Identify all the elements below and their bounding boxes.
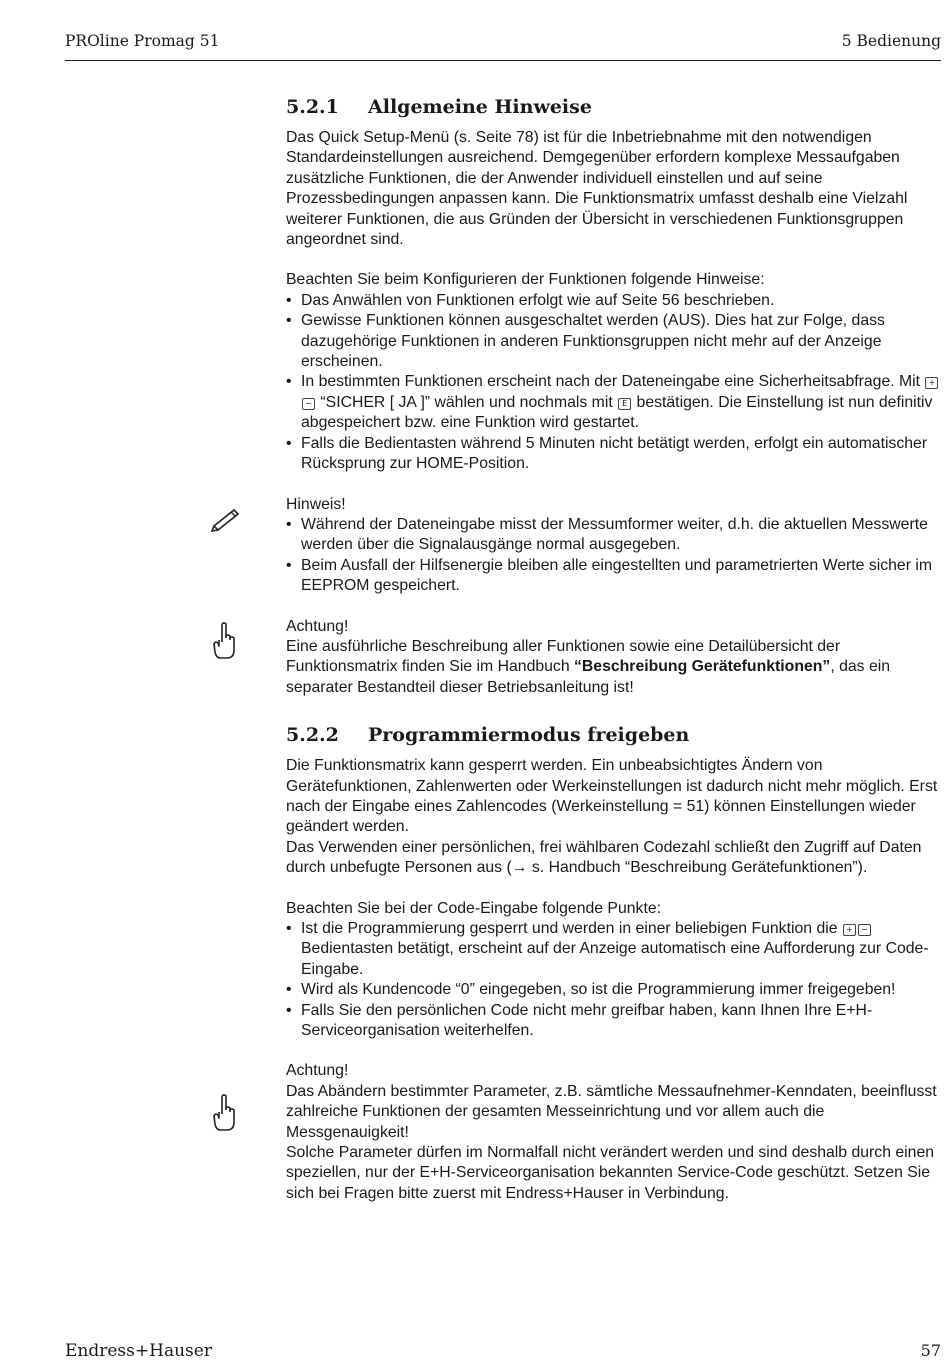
bullet-list bbox=[286, 919, 946, 1041]
header-chapter: 5 Bedienung bbox=[841, 32, 941, 50]
pointing-hand-icon bbox=[211, 622, 237, 662]
section-heading bbox=[286, 96, 946, 118]
paragraph-text: s. Handbuch “Beschreibung Gerätefunktionen”). bbox=[531, 859, 868, 877]
pencil-icon bbox=[211, 506, 241, 532]
manual-title: “Beschreibung Gerätefunktionen” bbox=[574, 658, 831, 676]
minus-key-icon: − bbox=[302, 398, 315, 410]
caution-label: Achtung! bbox=[286, 1062, 349, 1080]
section-title: Allgemeine Hinweise bbox=[368, 96, 592, 118]
bullet-list bbox=[286, 291, 946, 475]
plus-key-icon: + bbox=[925, 377, 938, 389]
list-item-text: Ist die Programmierung gesperrt und werden in einer beliebigen Funktion die bbox=[301, 920, 838, 937]
section-title: Programmiermodus freigeben bbox=[368, 724, 690, 747]
arrow-right-icon: → bbox=[511, 859, 532, 877]
list-item-text: In bestimmten Funktionen erscheint nach der Dateneingabe eine Sicherheitsabfrage. Mit bbox=[301, 373, 921, 391]
list-item bbox=[286, 372, 946, 433]
paragraph bbox=[286, 637, 946, 698]
bullet-list bbox=[286, 515, 946, 597]
caution-label: Achtung! bbox=[286, 617, 349, 635]
section-number: 5.2.1 bbox=[286, 96, 339, 118]
list-item: • Falls die Bedientasten während 5 Minuten nicht betätigt werden, erfolgt ein automatischer Rücksprung zur HOME-Position. bbox=[286, 434, 946, 475]
paragraph bbox=[286, 838, 946, 879]
header-product: PROline Promag 51 bbox=[65, 32, 220, 50]
section-number: 5.2.2 bbox=[286, 724, 339, 747]
list-item-text: “SICHER [ JA ]” wählen und nochmals mit bbox=[320, 393, 613, 411]
paragraph: Beachten Sie beim Konfigurieren der Funktionen folgende Hinweise: bbox=[286, 271, 765, 289]
paragraph: Das Quick Setup-Menü (s. Seite 78) ist für die Inbetriebnahme mit den notwendigen Standardeinstellungen ausreichend. Demgegenüber erfordern komplexe Messaufgaben zusätzliche Funktionen, die der Anwender individuell einstellen und auf seine Prozessbedingungen anpassen kann. Die Funktionsmatrix umfasst deshalb eine Vielzahl weiterer Funktionen, die aus Gründen der Übersicht in verschiedenen Funktionsgruppen angeordnet sind. bbox=[286, 129, 908, 249]
paragraph-text: , das ein separater Bestandteil dieser Betriebsanleitung ist! bbox=[286, 658, 891, 696]
footer-company: Endress+Hauser bbox=[65, 1341, 212, 1361]
paragraph-text: Das Verwenden einer persönlichen, frei wählbaren Codezahl schließt den Zugriff auf Daten durch unbefugte Personen aus ( bbox=[286, 838, 922, 877]
paragraph-text: Eine ausführliche Beschreibung aller Funktionen sowie eine Detailübersicht der Funktionsmatrix finden Sie im Handbuch bbox=[286, 637, 841, 676]
enter-key-icon: E bbox=[618, 398, 631, 410]
note-label: Hinweis! bbox=[286, 495, 346, 513]
paragraph: Beachten Sie bei der Code-Eingabe folgende Punkte: bbox=[286, 899, 662, 917]
list-item: • Gewisse Funktionen können ausgeschaltet werden (AUS). Dies hat zur Folge, dass dazugehörige Funktionen in anderen Funktionsgruppen nicht mehr auf der Anzeige erscheinen. bbox=[286, 311, 946, 372]
list-item: • Das Anwählen von Funktionen erfolgt wie auf Seite 56 beschrieben. bbox=[286, 291, 946, 311]
list-item-text: Bedientasten betätigt, erscheint auf der Anzeige automatisch eine Aufforderung zur Code-Eingabe. bbox=[301, 940, 929, 978]
pointing-hand-icon bbox=[211, 1094, 237, 1134]
plus-key-icon: + bbox=[843, 924, 856, 936]
page-number: 57 bbox=[920, 1341, 941, 1360]
minus-key-icon: − bbox=[858, 924, 871, 936]
paragraph: Das Abändern bestimmter Parameter, z.B. sämtliche Messaufnehmer-Kenndaten, beeinflusst zahlreiche Funktionen der gesamten Messeinrichtung und vor allem auch die Messgenauigkeit! bbox=[286, 1082, 937, 1141]
list-item: • Beim Ausfall der Hilfsenergie bleiben alle eingestellten und parametrierten Werte sicher im EEPROM gespeichert. bbox=[286, 556, 946, 597]
list-item-text: bestätigen. Die Einstellung ist nun definitiv abgespeichert bzw. eine Funktion wird gestartet. bbox=[301, 393, 933, 432]
paragraph: Solche Parameter dürfen im Normalfall nicht verändert werden und sind deshalb durch einen speziellen, nur der E+H-Serviceorganisation bekannten Service-Code geschützt. Setzen Sie sich bei Fragen bitte zuerst mit Endress+Hauser in Verbindung. bbox=[286, 1144, 935, 1202]
list-item bbox=[286, 919, 946, 980]
section-heading bbox=[286, 724, 946, 746]
list-item: • Wird als Kundencode “0” eingegeben, so ist die Programmierung immer freigegeben! bbox=[286, 980, 946, 1000]
page-header bbox=[65, 30, 941, 61]
paragraph: Die Funktionsmatrix kann gesperrt werden. Ein unbeabsichtigtes Ändern von Gerätefunktionen, Zahlenwerten oder Werkeinstellungen ist dadurch nicht mehr möglich. Erst nach der Eingabe eines Zahlencodes (Werkeinstellung = 51) können Einstellungen wieder geändert werden. bbox=[286, 757, 938, 836]
list-item: • Falls Sie den persönlichen Code nicht mehr greifbar haben, kann Ihnen Ihre E+H-Serviceorganisation weiterhelfen. bbox=[286, 1001, 946, 1042]
page-content bbox=[286, 96, 946, 1204]
list-item: • Während der Dateneingabe misst der Messumformer weiter, d.h. die aktuellen Messwerte werden über die Signalausgänge normal ausgegeben. bbox=[286, 515, 946, 556]
